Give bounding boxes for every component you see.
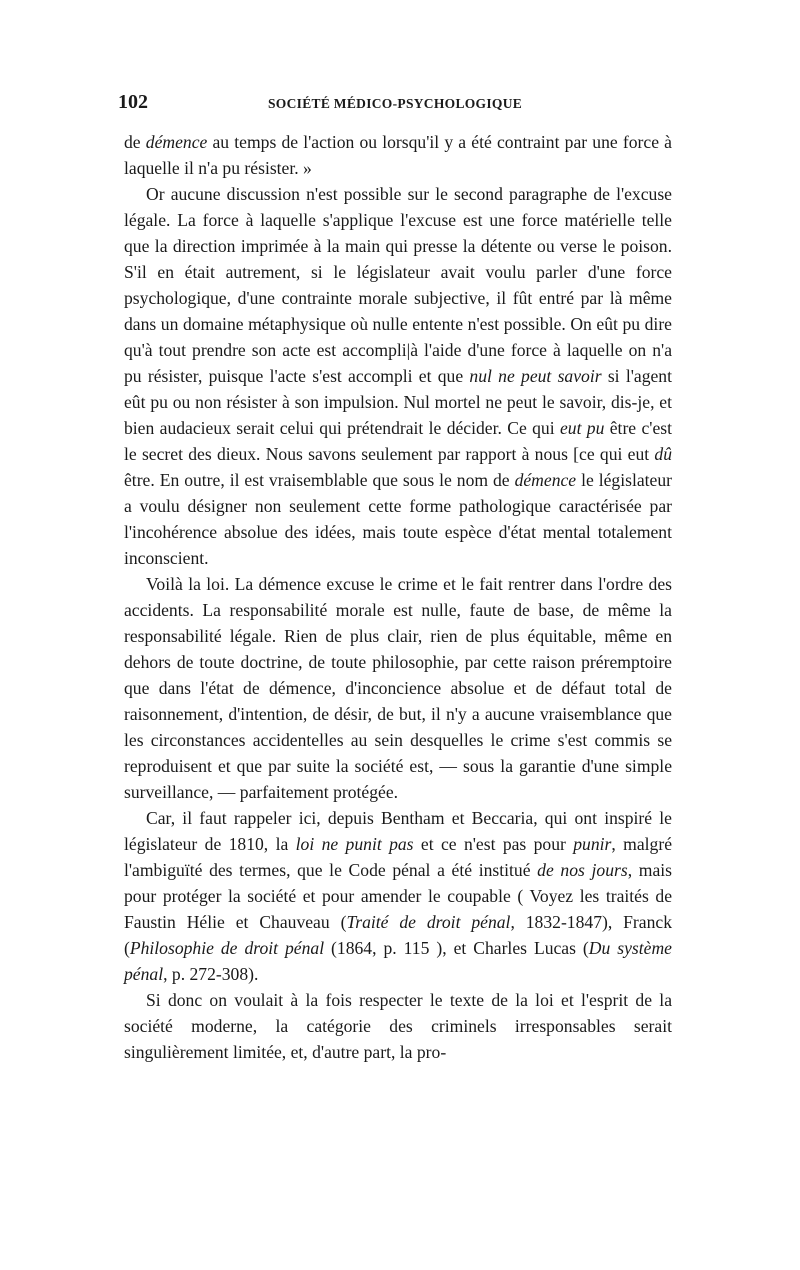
italic-run: Traité de droit pénal bbox=[346, 912, 511, 932]
italic-run: démence bbox=[145, 132, 208, 152]
italic-run: démence bbox=[514, 470, 577, 490]
text-run: être c'est le secret des dieux. Nous savons seulement par rapport à nous [ce qui eut bbox=[124, 418, 672, 464]
italic-run: Philosophie de droit pénal bbox=[129, 938, 325, 958]
paragraph bbox=[124, 571, 672, 805]
text-run: Voilà la loi. La démence excuse le crime et le fait rentrer dans l'ordre des accidents. La responsabilité morale est nulle, faute de base, de même la responsabilité légale. Rien de plus clair, rien de plus équitable, même en dehors de toute doctrine, de toute philosophie, par cette raison préremptoire que dans l'état de démence, d'inconcience absolue et de défaut total de raisonnement, d'intention, de désir, de but, il n'y a aucune vraisemblance que les circonstances accidentelles au sein desquelles le crime s'est commis se reproduisent et que par suite la société est, — sous la garantie d'une simple surveillance, — parfaitement protégée. bbox=[124, 574, 672, 802]
italic-run: Du système pénal bbox=[124, 938, 672, 984]
running-head: SOCIÉTÉ MÉDICO-PSYCHOLOGIQUE bbox=[268, 96, 523, 111]
text-run: , 1832-1847), Franck ( bbox=[124, 912, 673, 958]
italic-run: dû bbox=[654, 444, 672, 464]
text-run: Or aucune discussion n'est possible sur le second paragraphe de l'excuse légale. La force à laquelle s'applique l'excuse est une force matérielle telle que la direction imprimée à la main qui presse la détente ou verse le poison. S'il en était autrement, si le législateur avait voulu parler d'une force psychologique, d'une contrainte morale subjective, il fût entré par là même dans un domaine métaphysique où nulle entente n'est possible. On eût pu dire qu'à tout prendre son acte est accompli|à l'aide d'une force à laquelle on n'a pu résister, puisque l'acte s'est accompli et que bbox=[124, 184, 672, 386]
paragraph bbox=[124, 805, 672, 987]
text-run: Si donc on voulait à la fois respecter le texte de la loi et l'esprit de la société moderne, la catégorie des criminels irresponsables serait singulièrement limitée, et, d'autre part, la pro- bbox=[124, 990, 672, 1062]
paragraph bbox=[124, 987, 672, 1065]
text-run: (1864, p. 115 ), et Charles Lucas ( bbox=[324, 938, 589, 958]
italic-run: loi ne punit pas bbox=[295, 834, 414, 854]
page-number: 102 bbox=[118, 91, 148, 113]
italic-run: de nos jours bbox=[537, 860, 628, 880]
text-run: Car, il faut rappeler ici, depuis Bentham et Beccaria, qui ont inspiré le législateur de 1810, la bbox=[124, 808, 672, 854]
text-run: , p. 272-308). bbox=[163, 964, 259, 984]
italic-run: nul ne peut savoir bbox=[469, 366, 602, 386]
text-run: le législateur a voulu désigner non seulement cette forme pathologique caractérisée par l'incohérence absolue des idées, mais toute espèce d'état mental totalement inconscient. bbox=[124, 470, 672, 568]
paragraph bbox=[124, 181, 672, 571]
text-run: , malgré l'ambiguïté des termes, que le Code pénal a été institué bbox=[124, 834, 673, 880]
text-run: et ce n'est pas pour bbox=[413, 834, 574, 854]
page-header bbox=[118, 91, 674, 117]
text-run: de bbox=[124, 132, 146, 152]
body-text bbox=[124, 129, 672, 1065]
text-run: être. En outre, il est vraisemblable que sous le nom de bbox=[124, 470, 515, 490]
italic-run: eut pu bbox=[559, 418, 605, 438]
italic-run: punir bbox=[573, 834, 612, 854]
paragraph bbox=[124, 129, 672, 181]
text-run: si l'agent eût pu ou non résister à son impulsion. Nul mortel ne peut le savoir, dis-je, et bien audacieux serait celui qui prétendrait le décider. Ce qui bbox=[124, 366, 672, 438]
text-run: , mais pour protéger la société et pour amender le coupable ( Voyez les traités de Faustin Hélie et Chauveau ( bbox=[124, 860, 672, 932]
text-run: au temps de l'action ou lorsqu'il y a été contraint par une force à laquelle il n'a pu résister. » bbox=[124, 132, 672, 178]
